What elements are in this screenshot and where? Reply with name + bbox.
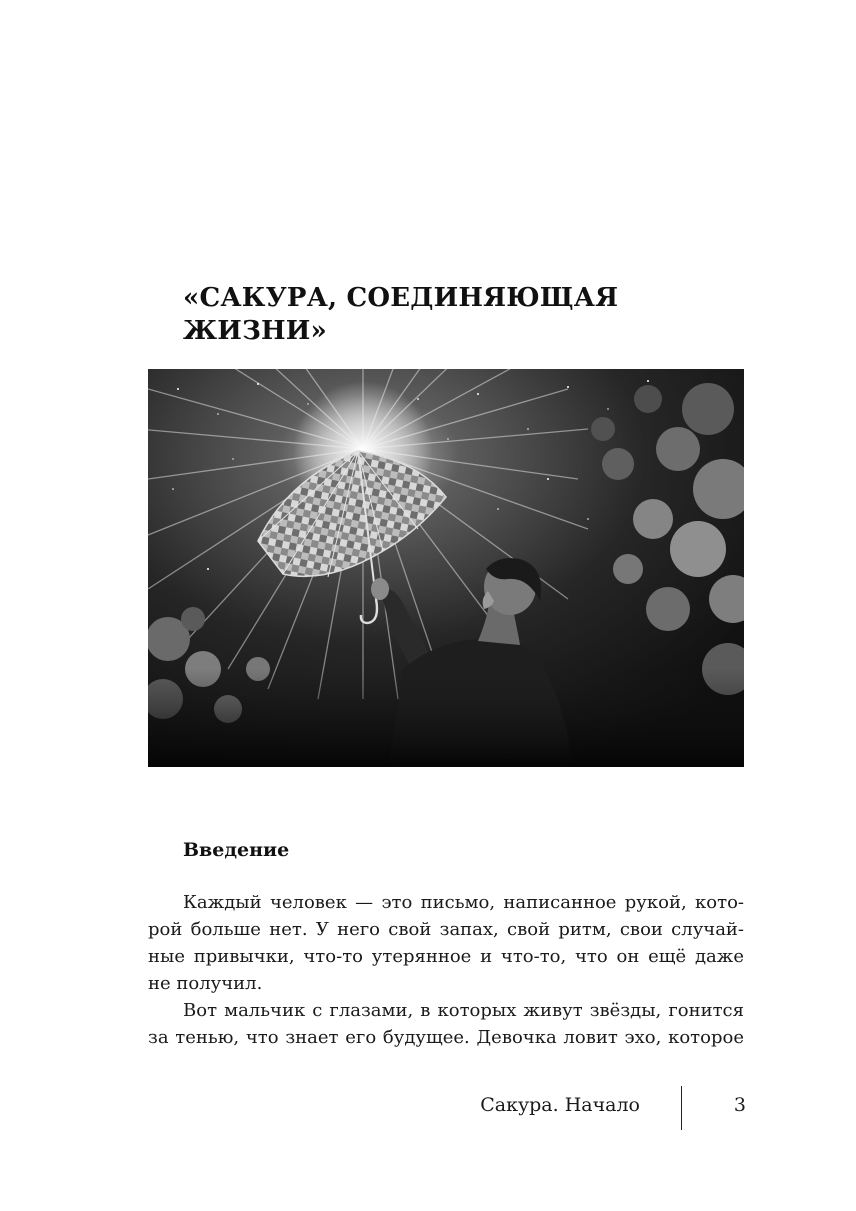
- page-number: 3: [733, 1094, 746, 1116]
- paragraph-2: [148, 997, 744, 1051]
- section-heading: Введение: [183, 839, 290, 861]
- text-line: за тенью, что знает его будущее. Девочка ловит эхо, которое: [148, 1027, 744, 1048]
- running-title: Сакура. Начало: [480, 1094, 640, 1116]
- chapter-title-line-2: ЖИЗНИ»: [183, 316, 328, 346]
- illustration-boy-with-glowing-umbrella: [148, 369, 744, 767]
- paragraph-1: [148, 889, 744, 997]
- text-line: не получил.: [148, 973, 263, 994]
- chapter-title-line-1: «САКУРА, СОЕДИНЯЮЩАЯ: [183, 283, 619, 313]
- text-line: Вот мальчик с глазами, в которых живут звёзды, гонится: [183, 1000, 744, 1021]
- body-text: [148, 889, 744, 1051]
- footer-divider: [681, 1086, 682, 1130]
- chapter-title: [183, 282, 763, 348]
- text-line: ные привычки, что-то утерянное и что-то, что он ещё даже: [148, 946, 744, 967]
- text-line: рой больше нет. У него свой запах, свой ритм, свои случай-: [148, 919, 744, 940]
- text-line: Каждый человек — это письмо, написанное рукой, кото-: [183, 892, 744, 913]
